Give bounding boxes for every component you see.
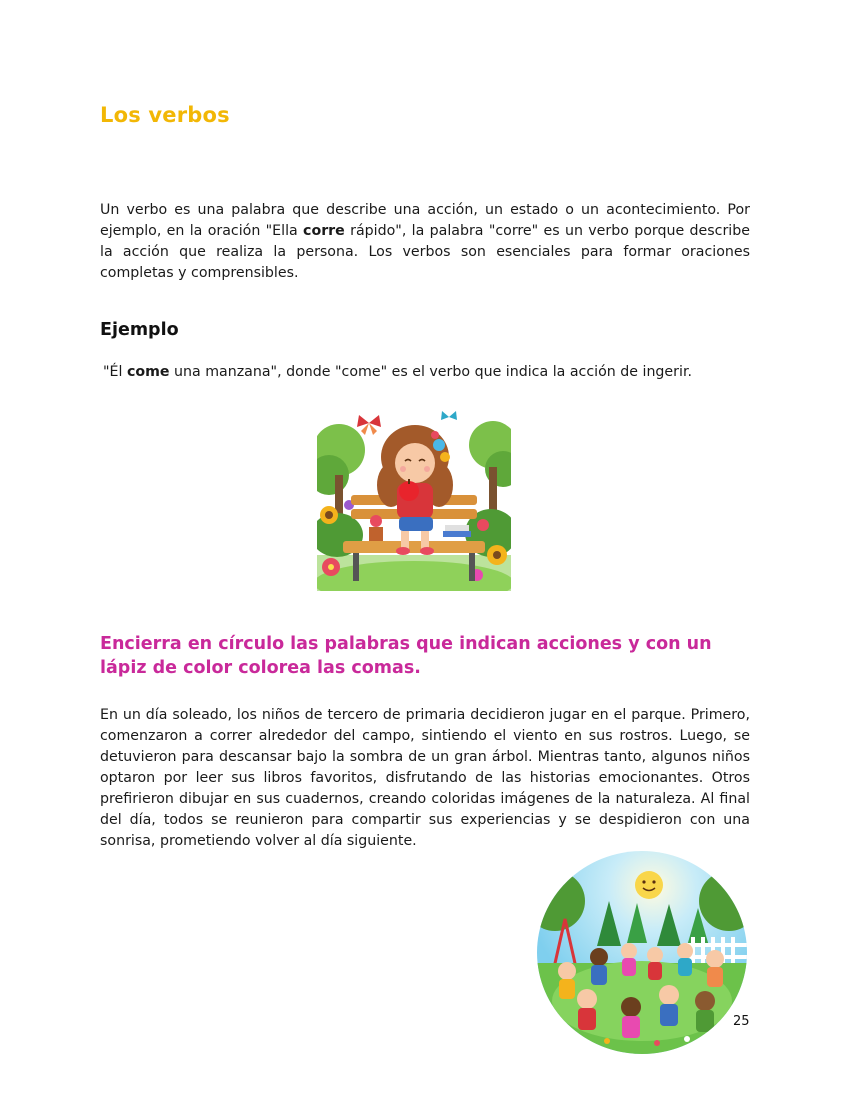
example-text-1: "Él [103, 364, 127, 380]
girl-eating-apple-illustration [317, 405, 511, 591]
example-bold-verb: come [126, 364, 170, 380]
example-heading: Ejemplo [100, 320, 179, 340]
intro-bold-verb: corre [303, 223, 345, 239]
children-playing-park-illustration [537, 851, 747, 1054]
example-sentence [103, 364, 692, 380]
intro-paragraph [100, 200, 750, 284]
page-number: 25 [733, 1014, 750, 1029]
page-title: Los verbos [100, 103, 230, 127]
intro-text-2: rápido", la palabra "corre" es un verbo porque describe la acción que realiza la persona. Los verbos son esenciales para formar oraciones completas y comprensibles. [100, 223, 750, 281]
intro-text-1: Un verbo es una palabra que describe una acción, un estado o un acontecimiento. Por ejemplo, en la oración "Ella [100, 202, 750, 239]
activity-instruction: Encierra en círculo las palabras que indican acciones y con un lápiz de color colorea las comas. [100, 634, 712, 678]
example-text-2: una manzana", donde "come" es el verbo que indica la acción de ingerir. [169, 364, 692, 380]
activity-paragraph: En un día soleado, los niños de tercero de primaria decidieron jugar en el parque. Primero, comenzaron a correr alrededor del campo, sintiendo el viento en sus rostros. Luego, se detuvieron para descansar bajo la sombra de un gran árbol. Mientras tanto, algunos niños optaron por leer sus libros favoritos, disfrutando de las historias emocionantes. Otros prefirieron dibujar en sus cuadernos, creando coloridas imágenes de la naturaleza. Al final del día, todos se reunieron para compartir sus experiencias y se despidieron con una sonrisa, prometiendo volver al día siguiente. [100, 707, 750, 849]
